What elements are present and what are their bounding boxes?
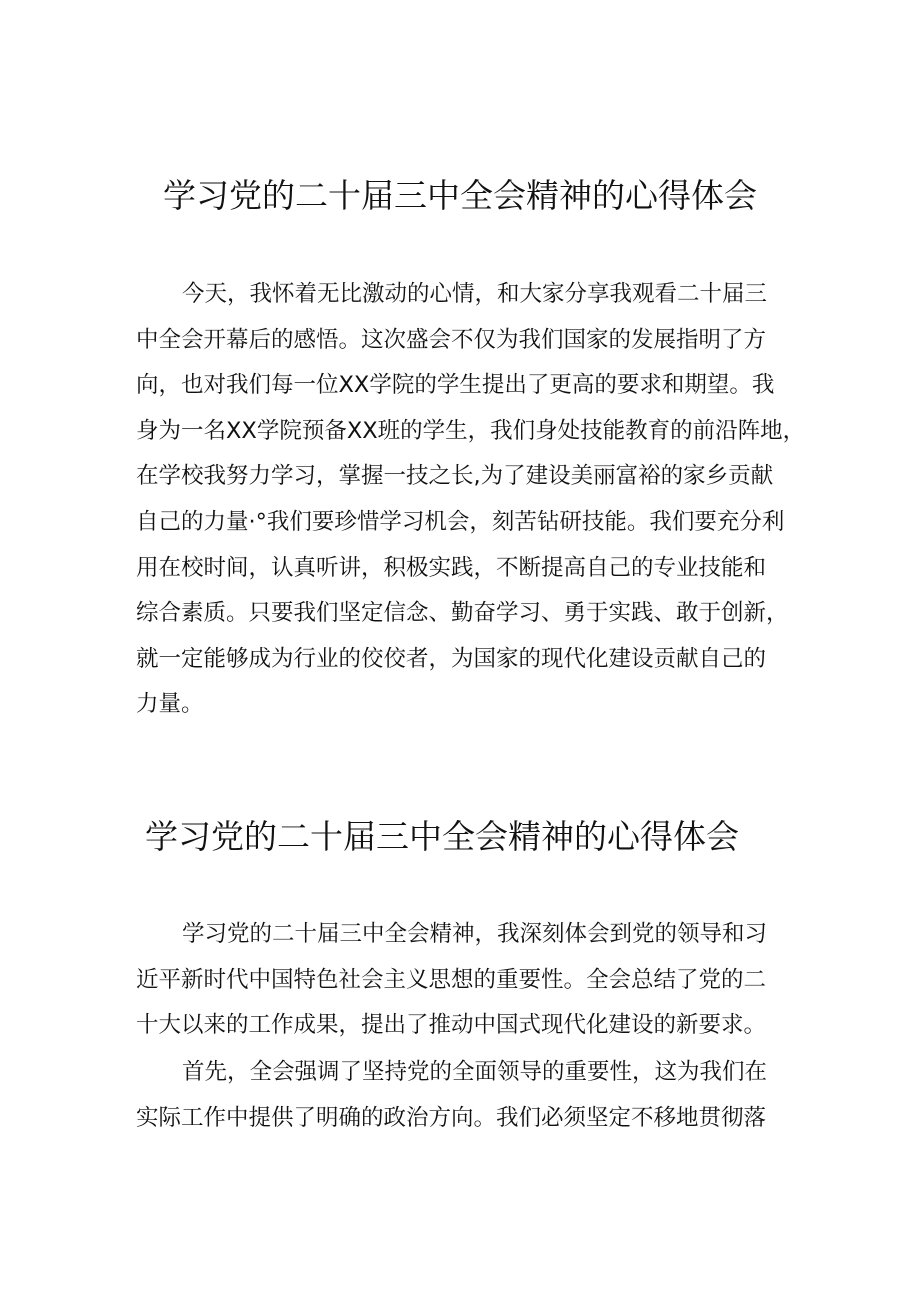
paragraph-line: 向，也对我们每一位XX学院的学生提出了更高的要求和期望。我 xyxy=(136,372,775,399)
paragraph-line: 首先，全会强调了坚持党的全面领导的重要性，这为我们在 xyxy=(182,1059,768,1085)
paragraph-line: 今天，我怀着无比激动的心情，和大家分享我观看二十届三 xyxy=(182,281,768,307)
paragraph-line: 自己的力量·°我们要珍惜学习机会，刻苦钻研技能。我们要充分利 xyxy=(136,508,785,535)
section-2-title: 学习党的二十届三中全会精神的心得体会 xyxy=(145,817,739,856)
paragraph-line: 就一定能够成为行业的佼佼者，为国家的现代化建设贡献自己的 xyxy=(136,645,767,672)
paragraph-line: 身为一名XX学院预备XX班的学生，我们身处技能教育的前沿阵地， xyxy=(136,417,806,444)
section-1-paragraph xyxy=(136,272,806,728)
paragraph-line: 在学校我努力学习，掌握一技之长,为了建设美丽富裕的家乡贡献 xyxy=(136,463,774,490)
paragraph-line: 学习党的二十届三中全会精神，我深刻体会到党的领导和习 xyxy=(182,921,768,947)
paragraph-line: 实际工作中提供了明确的政治方向。我们必须坚定不移地贯彻落 xyxy=(136,1104,767,1131)
section-2-paragraph-1 xyxy=(136,912,796,1049)
paragraph-line: 近平新时代中国特色社会主义思想的重要性。全会总结了党的二 xyxy=(136,966,767,993)
paragraph-line: 中全会开幕后的感悟。这次盛会不仅为我们国家的发展指明了方 xyxy=(136,326,767,353)
paragraph-line: 力量。 xyxy=(136,691,204,718)
paragraph-line: 用在校时间，认真听讲，积极实践，不断提高自己的专业技能和 xyxy=(136,554,767,581)
section-1-title: 学习党的二十届三中全会精神的心得体会 xyxy=(163,176,757,215)
paragraph-line: 综合素质。只要我们坚定信念、勤奋学习、勇于实践、敢于创新， xyxy=(136,600,789,627)
section-2-paragraph-2 xyxy=(136,1050,796,1141)
paragraph-line: 十大以来的工作成果，提出了推动中国式现代化建设的新要求。 xyxy=(136,1012,767,1039)
